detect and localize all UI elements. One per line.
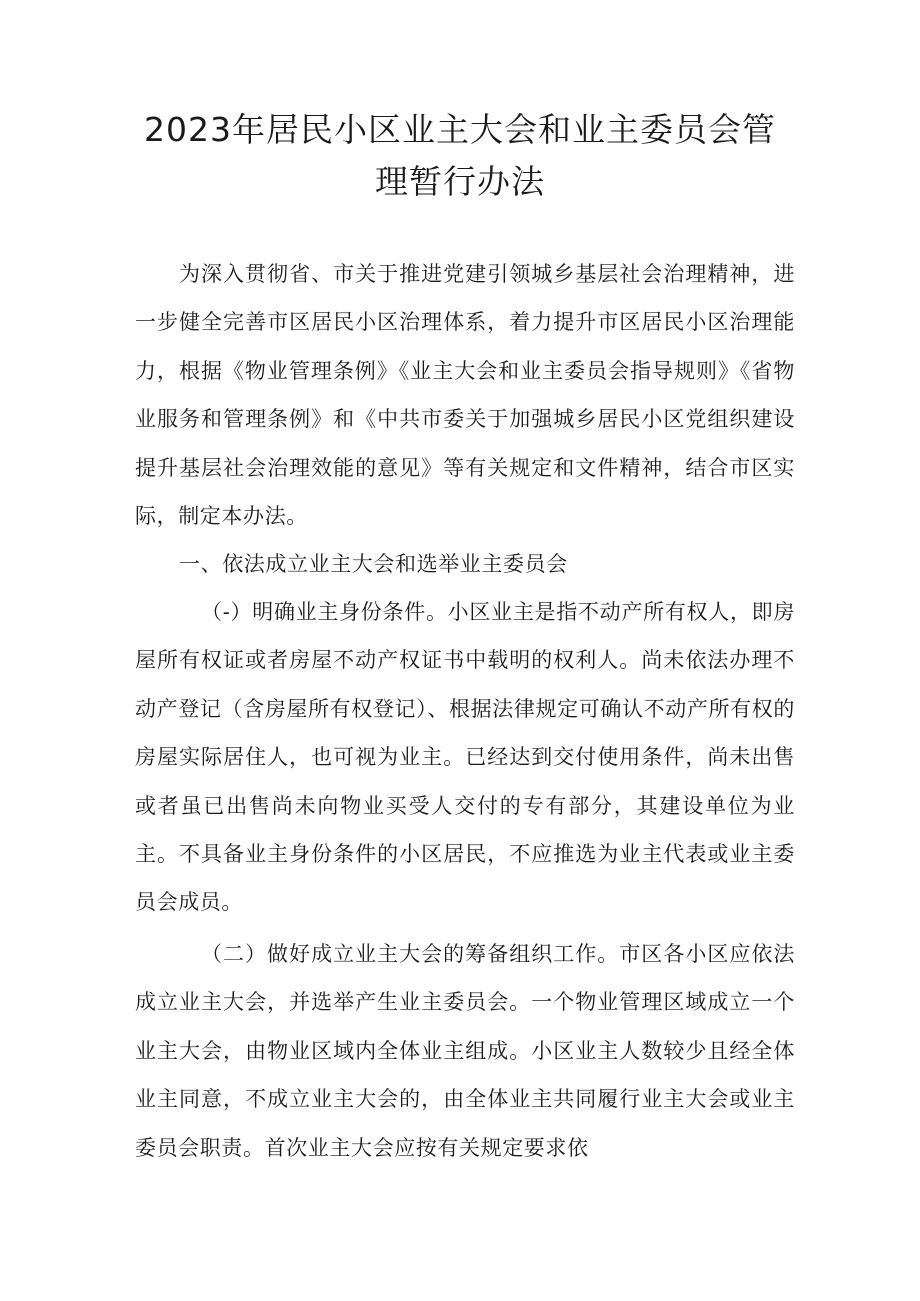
document-title-line-2: 理暂行办法 [375,162,545,201]
item-paragraph-1: （-）明确业主身份条件。小区业主是指不动产所有权人，即房屋所有权证或者房屋不动产权证书中载明的权利人。尚未依法办理不动产登记（含房屋所有权登记）、根据法律规定可确认不动产所有权的房屋实际居住人，也可视为业主。已经达到交付使用条件，尚未出售或者虽已出售尚未向物业买受人交付的专有部分，其建设单位为业主。不具备业主身份条件的小区居民，不应推选为业主代表或业主委员会成员。 [135,600,795,915]
section-heading-1: 一、依法成立业主大会和选举业主委员会 [179,552,568,576]
item-paragraph-2: （二）做好成立业主大会的筹备组织工作。市区各小区应依法成立业主大会，并选举产生业主委员会。一个物业管理区域成立一个业主大会，由物业区域内全体业主组成。小区业主人数较少且经全体业主同意，不成立业主大会的，由全体业主共同履行业主大会或业主委员会职责。首次业主大会应按有关规定要求依 [135,942,795,1160]
document-title-line-1: 2023年居民小区业主大会和业主委员会管 [144,110,776,149]
intro-paragraph: 为深入贯彻省、市关于推进党建引领城乡基层社会治理精神，进一步健全完善市区居民小区治理体系，着力提升市区居民小区治理能力，根据《物业管理条例》《业主大会和业主委员会指导规则》《省物业服务和管理条例》和《中共市委关于加强城乡居民小区党组织建设提升基层社会治理效能的意见》等有关规定和文件精神，结合市区实际，制定本办法。 [135,262,795,529]
